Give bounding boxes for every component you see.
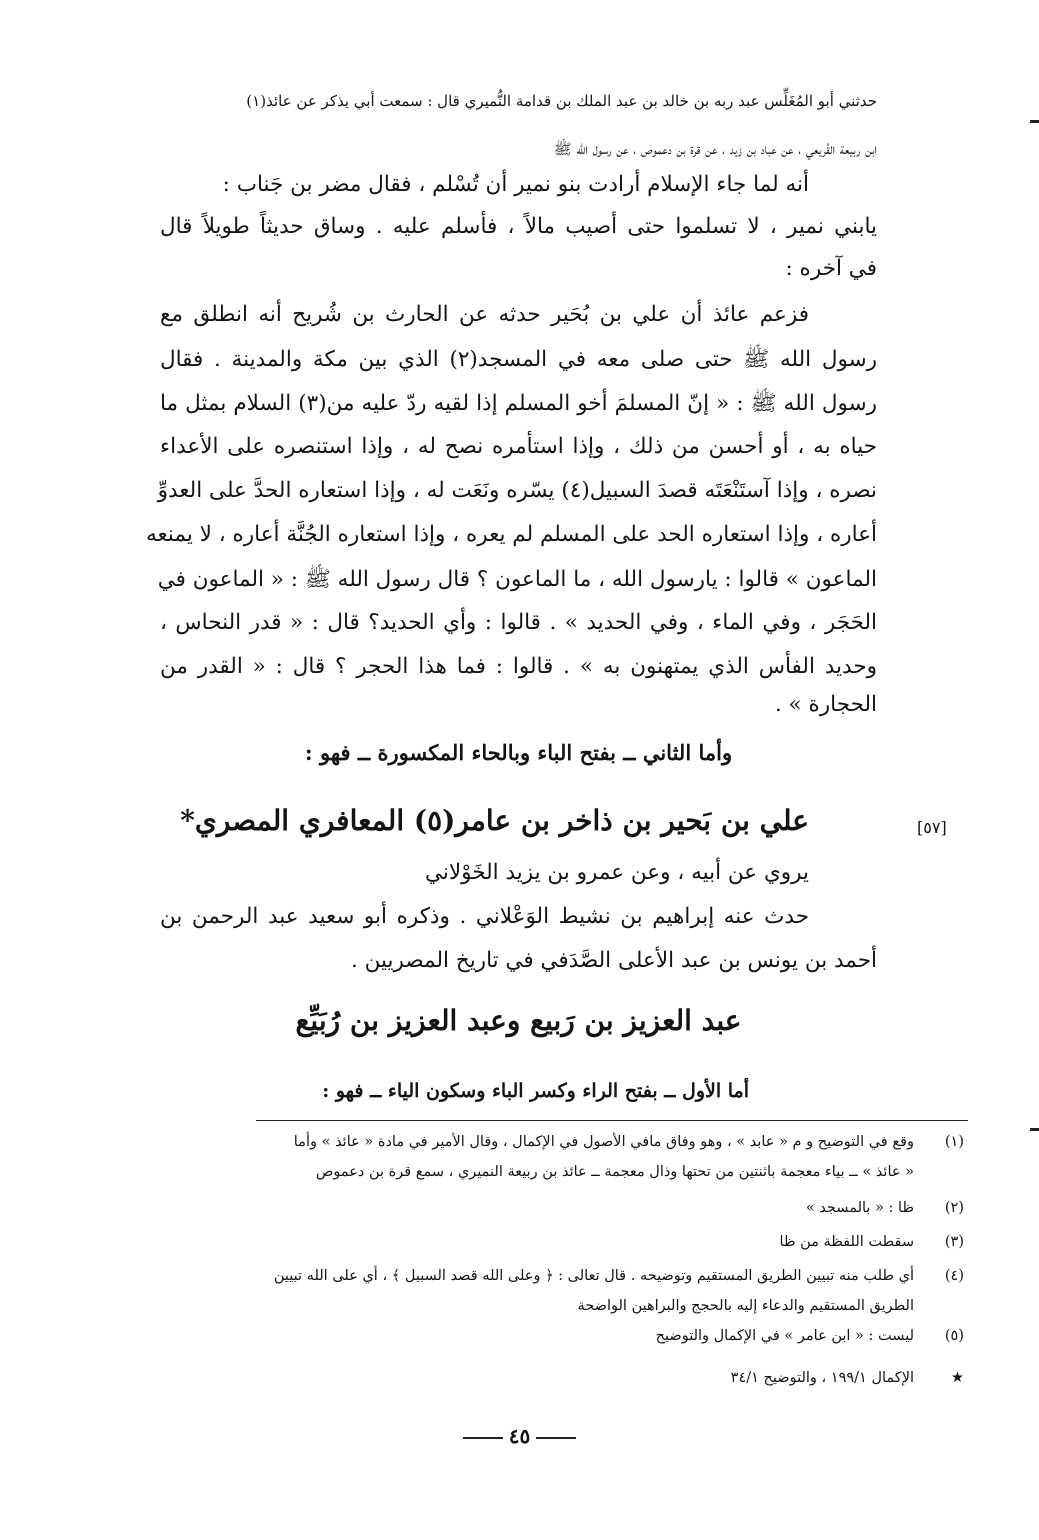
paragraph-line-7: حياه به ، أو أحسن من ذلك ، وإذا استأمره نصح له ، وإذا استنصره على الأعداء	[160, 434, 877, 459]
footnote-number: (١)	[944, 1134, 964, 1150]
paragraph-line-12: وحديد الفأس الذي يمتهنون به » . قالوا : فما هذا الحجر ؟ قال : « القدر من	[160, 654, 877, 679]
footnote-text: سقطت اللفظة من ظا	[779, 1234, 914, 1250]
footnote-number: (٣)	[944, 1234, 964, 1250]
footnote-4-cont	[0, 1298, 1039, 1324]
scan-edge-mark	[1030, 120, 1039, 123]
paragraph-line-5: رسول الله ﷺ حتى صلى معه في المسجد(٢) الذي بين مكة والمدينة . فقال	[160, 347, 877, 372]
page-number-dash-left	[463, 1437, 503, 1439]
footnote-5	[0, 1328, 1039, 1354]
paragraph-line-8: نصره ، وإذا آستَنْعَتَه قصدَ السبيل(٤) يسّره ونَعَت له ، وإذا استعاره الحدَّ على العدوِّ	[157, 478, 877, 503]
footnote-text: ظا : « بالمسجد »	[805, 1200, 914, 1216]
footnote-star	[0, 1370, 1039, 1396]
footnote-number: (٤)	[944, 1268, 964, 1284]
footnote-star-marker: ★	[951, 1370, 964, 1386]
paragraph-line-3: في آخره :	[785, 256, 877, 281]
footnote-3	[0, 1234, 1039, 1260]
footnote-text: أي طلب منه تبيين الطريق المستقيم وتوضيحه . قال تعالى : ﴿ وعلى الله قصد السبيل ﴾ ، أي على الله تبيين	[273, 1268, 914, 1284]
footnote-2	[0, 1200, 1039, 1226]
footnote-text: الإكمال ١٩٩/١ ، والتوضيح ٣٤/١	[730, 1370, 914, 1386]
entry-title: علي بن بَحير بن ذاخر بن عامر(٥) المعافري المصري*	[180, 804, 809, 837]
footnote-4	[0, 1268, 1039, 1294]
paragraph-line-4: فزعم عائذ أن علي بن بُحَير حدثه عن الحارث بن شُريح أنه انطلق مع	[160, 302, 809, 327]
section-heading-1: وأما الثاني ــ بفتح الباء وبالحاء المكسورة ــ فهو :	[304, 740, 733, 765]
footnote-number: (٥)	[944, 1328, 964, 1344]
entry-number: [٥٧]	[917, 818, 947, 837]
paragraph-line-13: الحجارة » .	[774, 692, 877, 717]
entry-line-2: حدث عنه إبراهيم بن نشيط الوَعْلاني . وذكره أبو سعيد عبد الرحمن بن	[160, 904, 809, 929]
entry-line-1: يروي عن أبيه ، وعن عمرو بن يزيد الخَوْلاني	[424, 860, 809, 885]
footnote-rule	[256, 1120, 968, 1121]
page-number-value: ٤٥	[508, 1424, 531, 1448]
section-heading-2: أما الأول ــ بفتح الراء وكسر الباء وسكون الياء ــ فهو :	[322, 1080, 749, 1102]
paragraph-line-9: أعاره ، وإذا استعاره الحد على المسلم لم يعره ، وإذا استعاره الجُنَّة أعاره ، لا يمنعه	[146, 522, 877, 547]
footnote-text: « عائذ » ــ بياء معجمة باثنتين من تحتها وذال معجمة ــ عائذ بن ربيعة النميري ، سمع قرة بن دعموص	[315, 1164, 914, 1180]
paragraph-line-10: الماعون » قالوا : يارسول الله ، ما الماعون ؟ قال رسول الله ﷺ : « الماعون في	[157, 567, 877, 592]
paragraph-line-6: رسول الله ﷺ : « إنّ المسلمَ أخو المسلم إذا لقيه ردّ عليه من(٣) السلام بمثل ما	[160, 391, 877, 416]
entry-line-3: أحمد بن يونس بن عبد الأعلى الصَّدَفي في تاريخ المصريين .	[351, 948, 877, 973]
header-line-1: حدثني أبو المُغَلِّس عبد ربه بن خالد بن عبد الملك بن قدامة النُّميري قال : سمعت أبي يذكر عن عائذ(١)	[246, 92, 877, 110]
footnote-number: (٢)	[944, 1200, 964, 1216]
footnote-text: ليست : « ابن عامر » في الإكمال والتوضيح	[655, 1328, 914, 1344]
footnote-text: الطريق المستقيم والدعاء إليه بالحجج والبراهين الواضحة	[577, 1298, 914, 1314]
footnote-1-cont	[0, 1164, 1039, 1190]
footnote-1	[0, 1134, 1039, 1160]
paragraph-line-2: يابني نمير ، لا تسلموا حتى أصيب مالاً ، فأسلم عليه . وساق حديثاً طويلاً قال	[160, 214, 877, 239]
paragraph-line-11: الحَجَر ، وفي الماء ، وفي الحديد » . قالوا : وأي الحديد؟ قال : « قدر النحاس ،	[160, 610, 877, 635]
page-number-dash-right	[536, 1437, 576, 1439]
paragraph-line-1: أنه لما جاء الإسلام أرادت بنو نمير أن تُسْلم ، فقال مضر بن جَناب :	[222, 172, 809, 197]
footnote-text: وقع في التوضيح و م « عابد » ، وهو وفاق مافي الأصول في الإكمال ، وقال الأمير في مادة « عائذ » وأما	[293, 1134, 914, 1150]
scan-edge-mark	[1030, 1128, 1039, 1131]
page-number	[0, 1424, 1039, 1448]
entry-title-2: عبد العزيز بن رَبيع وعبد العزيز بن رُبَيِّع	[295, 1004, 742, 1037]
header-line-2: ابن ربيعة القُريعي ، عن عباد بن زيد ، عن قرة بن دعموص ، عن رسول الله ﷺ	[553, 140, 877, 158]
